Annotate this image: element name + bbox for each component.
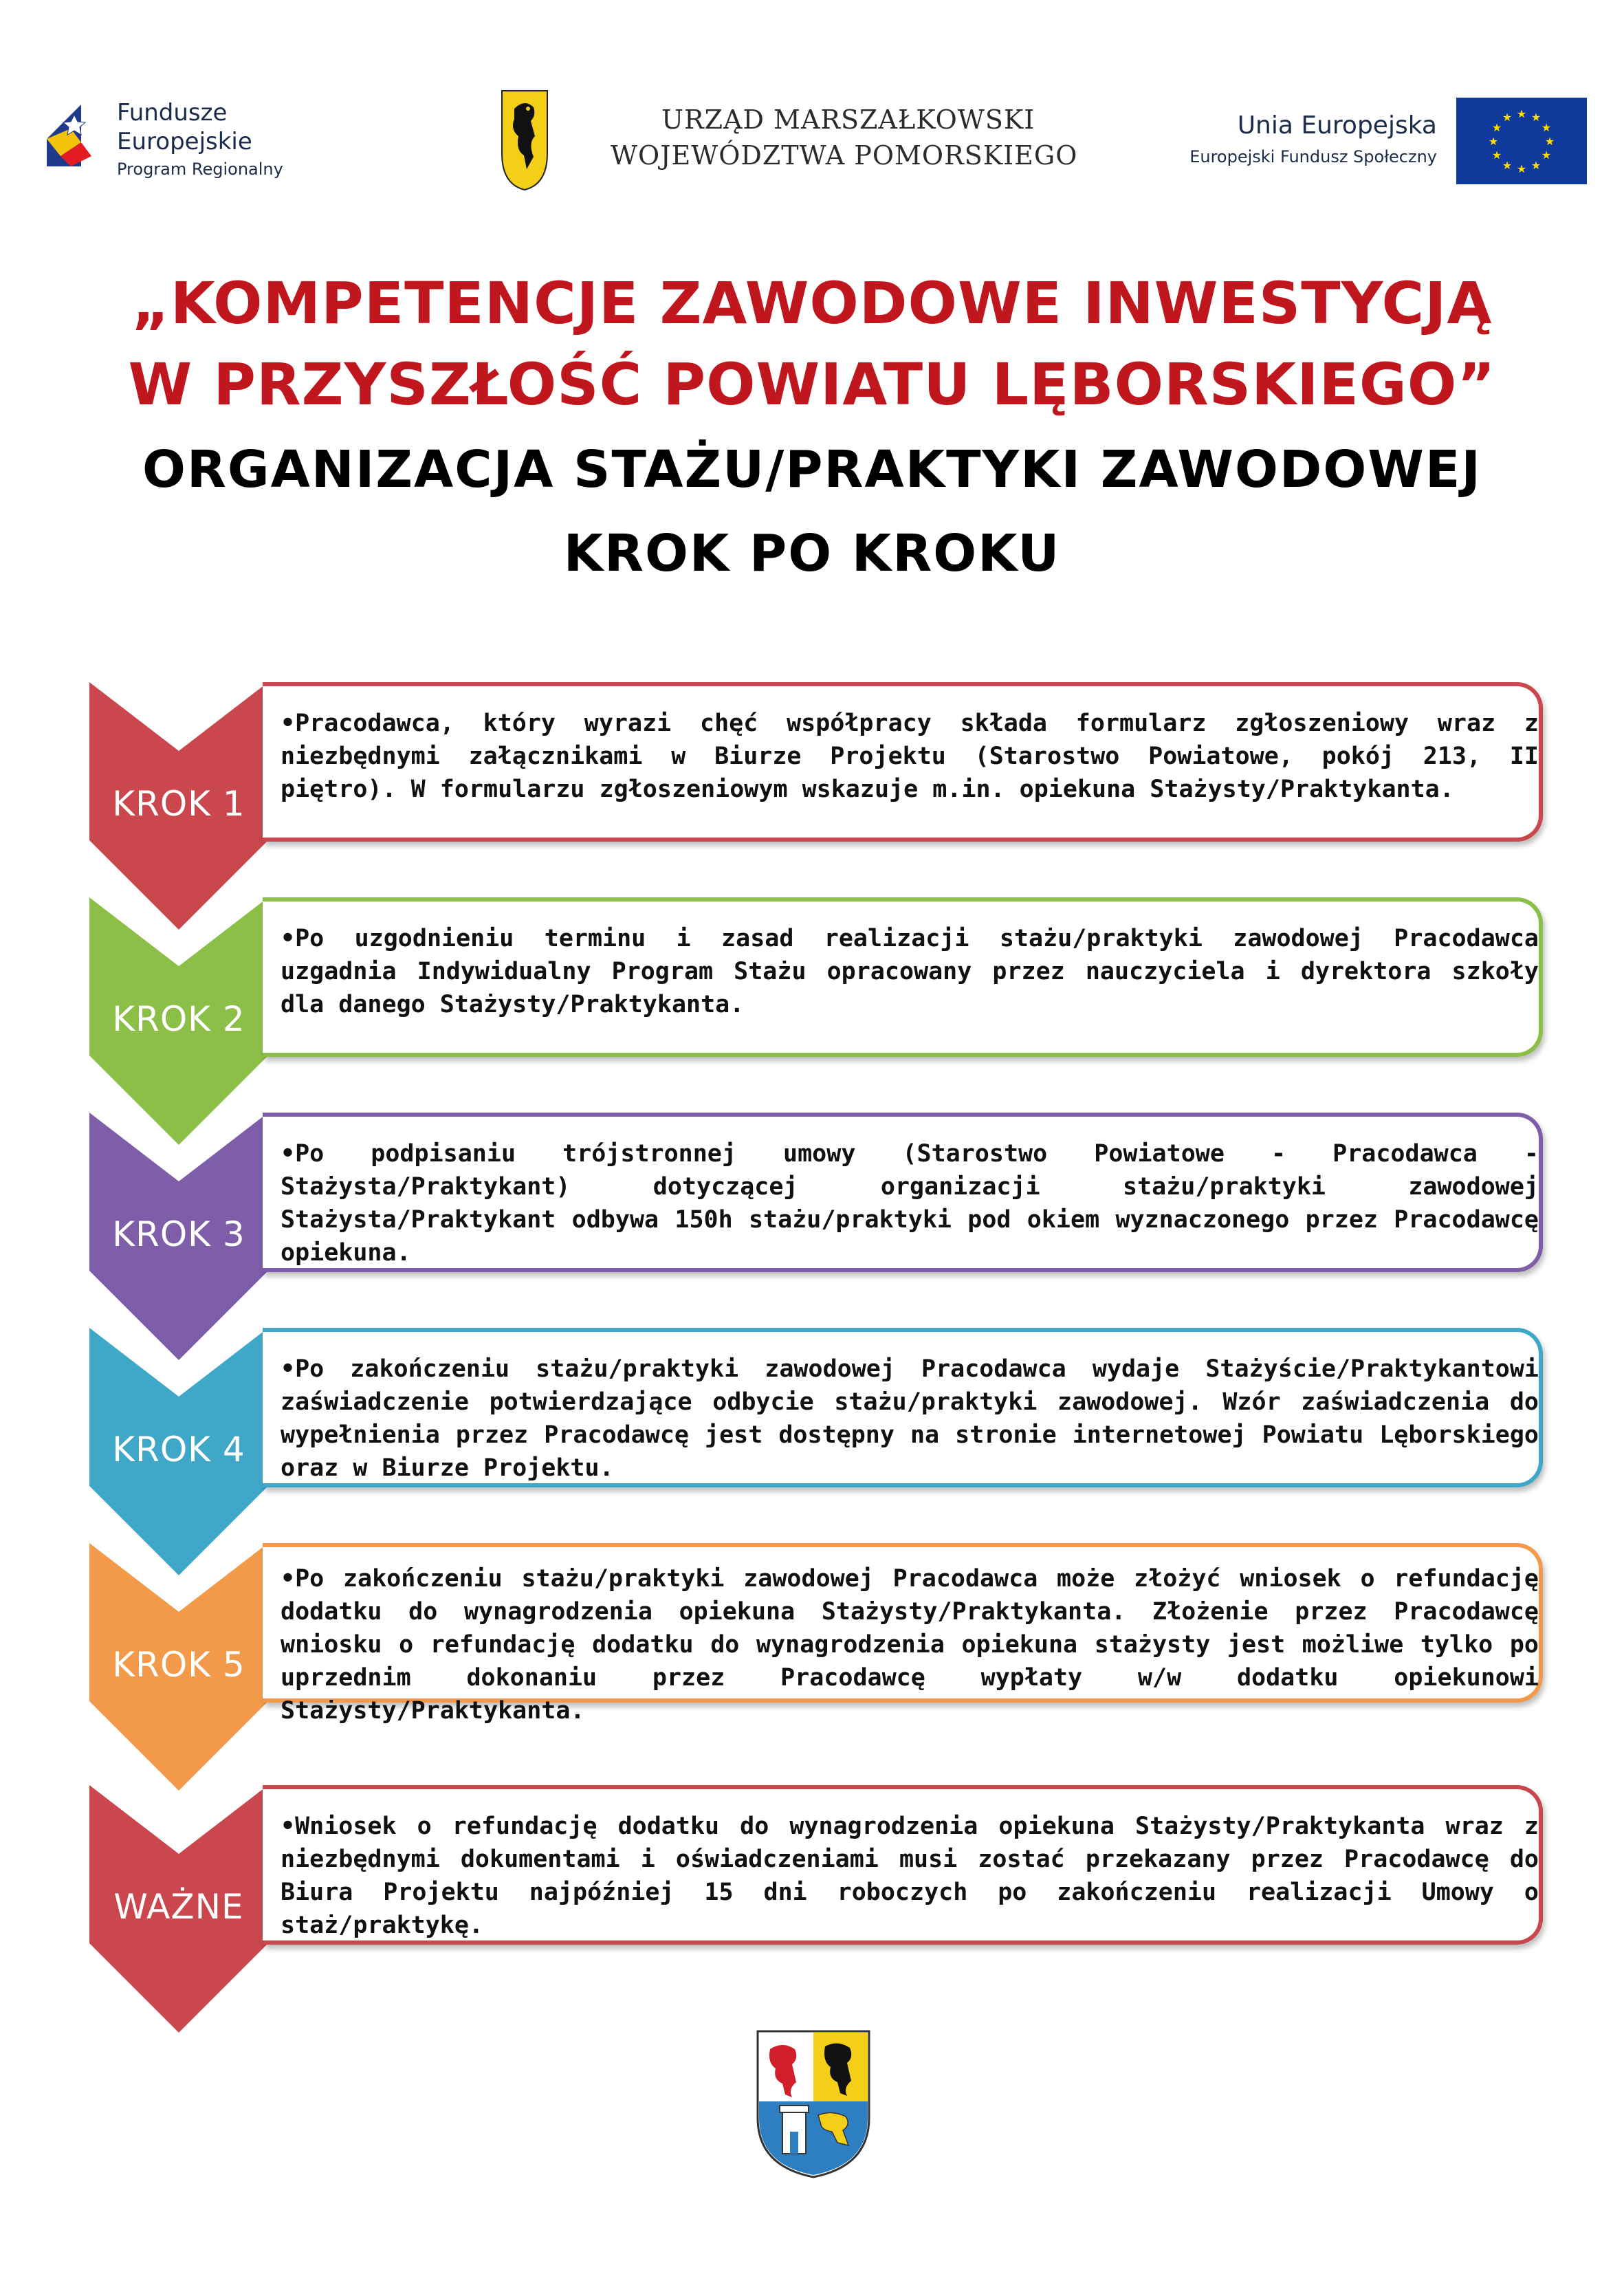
eu-flag-icon: [1456, 98, 1587, 184]
step-important-text: •Wniosek o refundację dodatku do wynagrodzenia opiekuna Stażysty/Praktykanta wraz z niezbędnymi dokumentami i oświadczeniami musi zostać przekazany przez Pracodawcę do Biura Projektu najpóźniej 15 dni roboczych po zakończeniu realizacji Umowy o staż/praktykę.: [281, 1813, 1539, 1939]
svg-text:★: ★: [1488, 135, 1499, 148]
svg-text:★: ★: [1502, 111, 1513, 124]
step-5-text: •Po zakończeniu stażu/praktyki zawodowej Pracodawca może złożyć wniosek o refundację dodatku do wynagrodzenia opiekuna Stażysty/Praktykanta. Złożenie przez Pracodawcę wniosku o refundację dodatku do wynagrodzenia opiekuna stażysty jest możliwe tylko po uprzednim dokonaniu przez Pracodawcę wypłaty w/w dodatku opiekunowi Stażysty/Praktykanta.: [281, 1565, 1539, 1725]
step-important: [89, 1785, 1547, 2033]
svg-text:★: ★: [1502, 159, 1513, 172]
step-1-text: •Pracodawca, który wyrazi chęć współpracy składa formularz zgłoszeniowy wraz z niezbędnymi załącznikami w Biurze Projektu (Starostwo Powiatowe, pokój 213, II piętro). W formularzu zgłoszeniowym wskazuje m.in. opiekuna Stażysty/Praktykanta.: [281, 710, 1539, 803]
step-important-label: WAŻNE: [113, 1887, 244, 1927]
step-2-text: •Po uzgodnieniu terminu i zasad realizacji stażu/praktyki zawodowej Pracodawca uzgadnia Indywidualny Program Stażu opracowany przez nauczyciela i dyrektora szkoły dla danego Stażysty/Praktykanta.: [281, 925, 1539, 1018]
unia-europejska-logo: [1147, 95, 1587, 191]
project-title-line2: W PRZYSZŁOŚĆ POWIATU LĘBORSKIEGO”: [128, 351, 1496, 418]
step-2: [89, 897, 1547, 1145]
svg-text:★: ★: [1530, 111, 1541, 124]
fundusze-europejskie-logo: [40, 84, 308, 187]
fe-logo-line2: Europejskie: [117, 128, 252, 155]
fe-logo-line1: Fundusze: [117, 99, 228, 127]
step-1: [89, 682, 1547, 930]
step-2-label: KROK 2: [112, 999, 245, 1039]
step-3-text: •Po podpisaniu trójstronnej umowy (Starostwo Powiatowe - Pracodawca - Stażysta/Praktykant) dotyczącej organizacji stażu/praktyki zawodowej Stażysta/Praktykant odbywa 150h stażu/praktyki pod okiem wyznaczonego przez Pracodawcę opiekuna.: [281, 1140, 1539, 1267]
um-logo-line1: URZĄD MARSZAŁKOWSKI: [661, 105, 1035, 135]
step-3-label: KROK 3: [112, 1214, 245, 1254]
svg-text:★: ★: [1544, 135, 1555, 148]
step-4-label: KROK 4: [112, 1430, 245, 1469]
step-4-text: •Po zakończeniu stażu/praktyki zawodowej Pracodawca wydaje Stażyście/Praktykantowi zaświadczenie potwierdzające odbycie stażu/praktyki zawodowej. Wzór zaświadczenia do wypełnienia przez Pracodawcę jest dostępny na stronie internetowej Powiatu Lęborskiego oraz w Biurze Projektu.: [281, 1355, 1539, 1482]
step-1-label: KROK 1: [112, 784, 245, 824]
urzad-marszalkowski-logo: [501, 84, 1092, 194]
ue-logo-line2: Europejski Fundusz Społeczny: [1189, 147, 1437, 166]
svg-text:★: ★: [1530, 159, 1541, 172]
pomorskie-griffin-crest-icon: [501, 88, 549, 191]
svg-text:★: ★: [1516, 162, 1527, 175]
step-3: [89, 1113, 1547, 1360]
page-subtitle-line1: ORGANIZACJA STAŻU/PRAKTYKI ZAWODOWEJ: [142, 440, 1482, 499]
project-title-line1: „KOMPETENCJE ZAWODOWE INWESTYCJĄ: [131, 270, 1493, 337]
step-5-label: KROK 5: [112, 1645, 245, 1685]
fe-logo-line3: Program Regionalny: [117, 160, 283, 179]
svg-text:★: ★: [1541, 121, 1552, 134]
step-4: [89, 1328, 1547, 1575]
svg-text:★: ★: [1516, 107, 1527, 120]
svg-text:★: ★: [1491, 149, 1502, 162]
svg-text:★: ★: [1491, 121, 1502, 134]
um-logo-line2: WOJEWÓDZTWA POMORSKIEGO: [611, 140, 1078, 171]
powiat-leborski-crest-icon: [755, 2029, 872, 2180]
page-subtitle-line2: KROK PO KROKU: [563, 524, 1061, 583]
fundusze-europejskie-mark-icon: [40, 91, 109, 173]
svg-text:★: ★: [1541, 149, 1552, 162]
ue-logo-line1: Unia Europejska: [1237, 111, 1437, 140]
step-5: [89, 1543, 1547, 1791]
